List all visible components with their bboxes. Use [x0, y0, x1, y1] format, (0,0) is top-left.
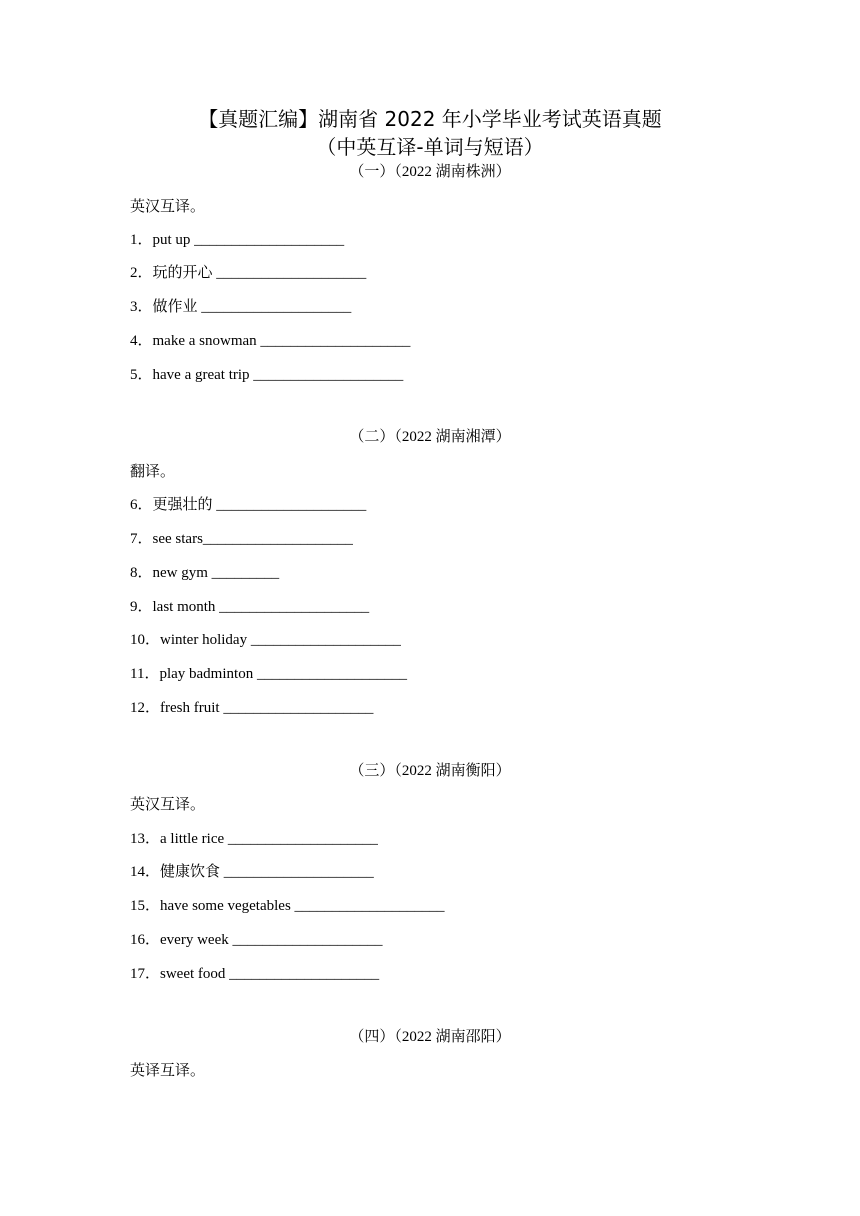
question-text: put up ____________________	[152, 232, 345, 248]
question-number: 10．	[130, 632, 161, 648]
section-heading: （四）（2022 湖南邵阳）	[349, 1029, 511, 1045]
question-item	[130, 563, 279, 583]
section-instruction: 英译互译。	[130, 1063, 206, 1079]
question-text: every week ____________________	[160, 932, 383, 948]
question-number: 5．	[130, 367, 153, 383]
question-text: sweet food ____________________	[160, 966, 380, 982]
section-heading: （一）（2022 湖南株洲）	[349, 164, 511, 180]
question-text: have some vegetables ____________________	[160, 898, 445, 914]
question-item	[130, 263, 366, 283]
question-text: have a great trip ____________________	[152, 367, 404, 383]
question-number: 12．	[130, 700, 161, 716]
question-number: 2．	[130, 265, 153, 281]
question-text: play badminton ____________________	[159, 666, 407, 682]
question-item	[130, 331, 410, 351]
question-text: make a snowman ____________________	[152, 333, 411, 349]
question-text: see stars____________________	[152, 531, 353, 547]
question-number: 14．	[130, 864, 161, 880]
question-text: new gym _________	[152, 565, 280, 581]
question-number: 3．	[130, 299, 153, 315]
question-item	[130, 664, 407, 684]
question-item	[130, 896, 445, 916]
question-item	[130, 529, 353, 549]
question-number: 16．	[130, 932, 161, 948]
question-number: 13．	[130, 831, 161, 847]
question-text: 更强壮的 ____________________	[152, 497, 367, 513]
question-item	[130, 597, 369, 617]
question-text: winter holiday ____________________	[160, 632, 401, 648]
question-number: 7．	[130, 531, 153, 547]
question-item	[130, 930, 382, 950]
question-item	[130, 495, 366, 515]
question-item	[130, 365, 403, 385]
question-item	[130, 297, 351, 317]
question-number: 6．	[130, 497, 153, 513]
question-item	[130, 964, 379, 984]
question-number: 4．	[130, 333, 153, 349]
question-number: 11．	[130, 666, 160, 682]
question-item	[130, 230, 344, 250]
section-instruction: 英汉互译。	[130, 797, 206, 813]
question-text: 健康饮食 ____________________	[160, 864, 374, 880]
question-text: fresh fruit ____________________	[160, 700, 374, 716]
question-number: 15．	[130, 898, 161, 914]
question-number: 9．	[130, 599, 153, 615]
question-text: a little rice ____________________	[160, 831, 378, 847]
document-subtitle: （中英互译-单词与短语）	[316, 135, 544, 159]
question-item	[130, 829, 378, 849]
document-title: 【真题汇编】湖南省 2022 年小学毕业考试英语真题	[198, 107, 662, 131]
question-text: 做作业 ____________________	[152, 299, 352, 315]
question-item	[130, 698, 373, 718]
question-text: 玩的开心 ____________________	[152, 265, 367, 281]
question-item	[130, 630, 401, 650]
section-instruction: 英汉互译。	[130, 199, 206, 215]
question-item	[130, 862, 374, 882]
question-number: 8．	[130, 565, 153, 581]
question-text: last month ____________________	[152, 599, 370, 615]
question-number: 1．	[130, 232, 153, 248]
section-instruction: 翻译。	[130, 464, 176, 480]
section-heading: （三）（2022 湖南衡阳）	[349, 763, 511, 779]
section-heading: （二）（2022 湖南湘潭）	[349, 429, 511, 445]
question-number: 17．	[130, 966, 161, 982]
